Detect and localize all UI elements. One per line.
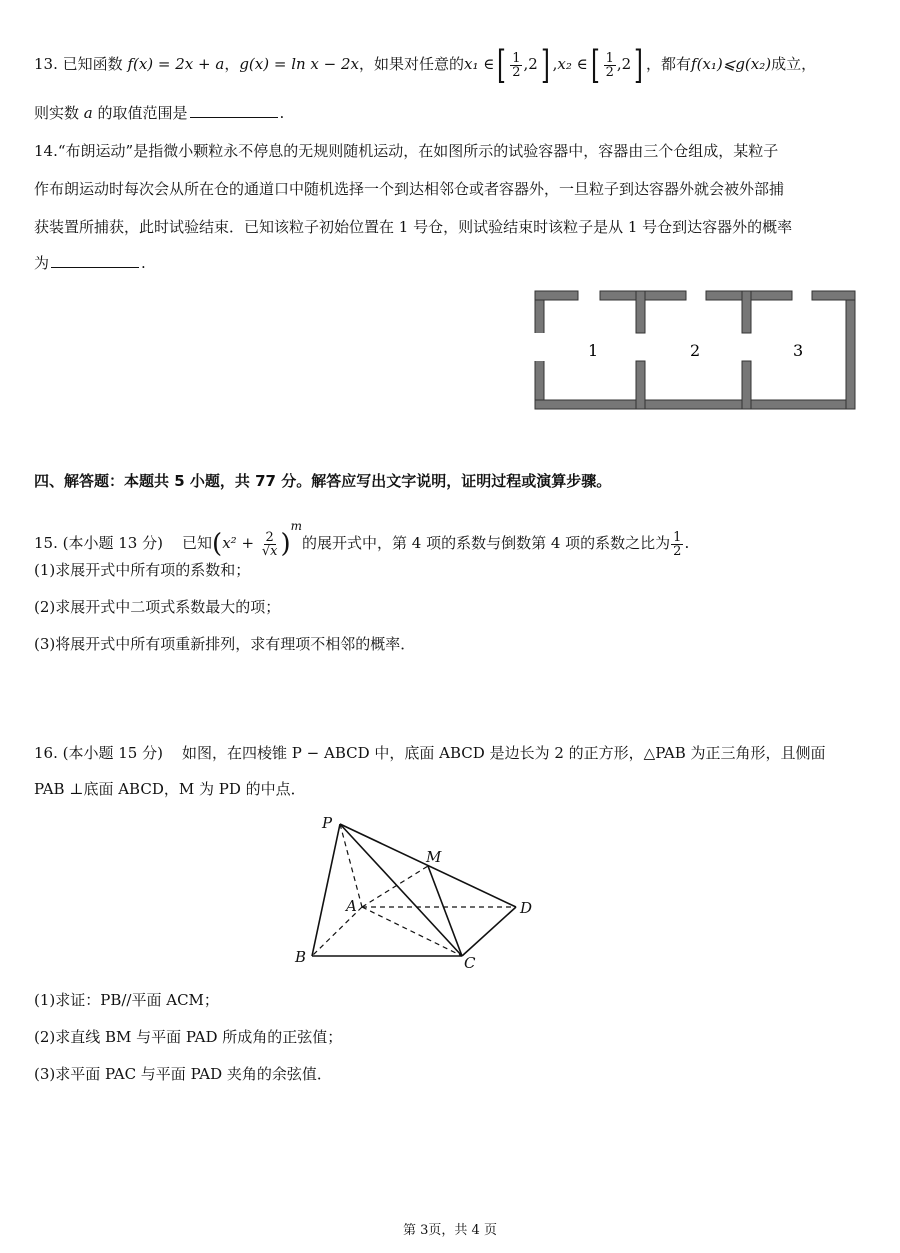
q14-line4-pre: 为 xyxy=(34,254,50,272)
page-footer: 第 3页，共 4 页 xyxy=(403,1223,497,1238)
q16-line2: PAB ⊥底面 ABCD，M 为 PD 的中点． xyxy=(34,780,306,798)
q13-bracket-close-2: ] xyxy=(634,43,644,87)
section4-heading: 四、解答题：本题共 5 小题，共 77 分。解答应写出文字说明，证明过程或演算步骤。 xyxy=(34,472,612,490)
q13-interval2-frac xyxy=(604,52,616,79)
q15-expr-plus: + xyxy=(241,534,255,552)
q13-bracket-close-1: ] xyxy=(540,43,550,87)
q13-holds: 成立， xyxy=(771,55,817,73)
q15-ratio xyxy=(671,531,683,558)
container-divider-top-1 xyxy=(636,291,645,333)
q14-line4 xyxy=(34,252,146,274)
q13-f-def: f(x) = 2x + a xyxy=(127,55,225,73)
edge-CD xyxy=(462,907,516,956)
point-label-D: D xyxy=(520,899,533,917)
point-label-M: M xyxy=(426,848,442,866)
q13-all-have: ，都有 xyxy=(646,55,692,73)
chamber-label-1: 1 xyxy=(588,341,599,360)
q13-interval1-den: 2 xyxy=(512,64,521,80)
q15-part-3: (3)将展开式中所有项重新排列，求有理项不相邻的概率． xyxy=(34,635,416,653)
q14-line1: 14.“布朗运动”是指微小颗粒永不停息的无规则随机运动，在如图所示的试验容器中，容器由三个仓组成，某粒子 xyxy=(34,142,779,160)
q15-expr-num: 2 xyxy=(265,529,274,545)
q13-line2-post: 的取值范围是 xyxy=(97,104,188,122)
q13-var-a: a xyxy=(83,104,93,122)
q15-post: 的展开式中，第 4 项的系数与倒数第 4 项的系数之比为 xyxy=(302,534,671,552)
q16-part-2: (2)求直线 BM 与平面 PAD 所成角的正弦值； xyxy=(34,1028,343,1046)
point-label-C: C xyxy=(464,954,476,972)
q13-comma: , xyxy=(552,55,558,73)
pyramid-figure xyxy=(290,810,550,975)
q15-expr-frac xyxy=(260,531,280,558)
q13-line1 xyxy=(34,43,817,87)
edge-AM-hidden xyxy=(362,866,428,907)
q15-end: . xyxy=(684,534,690,552)
q15-paren-close: ) xyxy=(280,529,291,559)
q15-exp-m: m xyxy=(290,519,302,533)
chamber-label-2: 2 xyxy=(690,341,701,360)
q13-bracket-open-1: [ xyxy=(497,43,507,87)
q16-line1 xyxy=(34,742,826,764)
q15-ratio-den: 2 xyxy=(673,543,682,559)
q15-ratio-num: 1 xyxy=(673,529,682,545)
q13-line2-pre: 则实数 xyxy=(34,104,80,122)
container-bottom-wall xyxy=(535,400,855,409)
q13-interval2-num: 1 xyxy=(605,50,614,66)
point-label-B: B xyxy=(295,948,307,966)
container-divider-bottom-2 xyxy=(742,361,751,409)
q13-g-def: g(x) = ln x − 2x xyxy=(239,55,359,73)
q13-bracket-open-2: [ xyxy=(590,43,600,87)
q16-part-3: (3)求平面 PAC 与平面 PAD 夹角的余弦值． xyxy=(34,1065,332,1083)
q15-expr-x2: x² xyxy=(222,534,237,552)
q13-interval1-frac xyxy=(510,52,522,79)
q13-interval2-end: ,2 xyxy=(616,55,632,73)
q13-end: . xyxy=(279,104,285,122)
container-top-left xyxy=(535,291,578,300)
container-divider-bottom-1 xyxy=(636,361,645,409)
q14-line2: 作布朗运动时每次会从所在仓的通道口中随机选择一个到达相邻仓或者容器外，一旦粒子到达容器外就会被外部捕 xyxy=(34,180,785,198)
container-left-opening xyxy=(534,333,545,361)
chamber-label-3: 3 xyxy=(793,341,804,360)
edge-PB xyxy=(312,824,340,956)
q13-inequality: f(x₁)⩽g(x₂) xyxy=(691,55,772,73)
q14-line3: 获装置所捕获，此时试验结束．已知该粒子初始位置在 1 号仓，则试验结束时该粒子是从 1 号仓到达容器外的概率 xyxy=(34,218,793,236)
q13-cond: ，如果对任意的 xyxy=(359,55,465,73)
container-top-right xyxy=(812,291,855,300)
q15-pre: 已知 xyxy=(182,534,213,552)
q15-part-2: (2)求展开式中二项式系数最大的项； xyxy=(34,598,281,616)
q16-part-1: (1)求证：PB//平面 ACM； xyxy=(34,991,219,1009)
q16-number: 16. (本小题 15 分) xyxy=(34,744,163,762)
q15-expr-den: √x xyxy=(261,543,278,559)
q13-line2 xyxy=(34,102,284,124)
point-label-A: A xyxy=(346,897,357,915)
container-figure xyxy=(530,286,860,414)
edge-PC xyxy=(340,824,462,956)
q13-interval1-end: ,2 xyxy=(523,55,538,73)
q15-line1 xyxy=(34,508,690,559)
q14-answer-blank[interactable] xyxy=(51,253,139,268)
q13-interval1-num: 1 xyxy=(512,50,521,66)
point-label-P: P xyxy=(322,814,333,832)
q15-number: 15. (本小题 13 分) xyxy=(34,534,163,552)
container-right-wall xyxy=(846,291,855,409)
container-divider-top-2 xyxy=(742,291,751,333)
q13-sep: ， xyxy=(224,55,240,73)
q15-paren-open: ( xyxy=(212,529,223,559)
q13-x2: x₂ ∈ xyxy=(557,55,588,73)
q13-x1: x₁ ∈ xyxy=(464,55,495,73)
q13-intro: 已知函数 xyxy=(62,55,123,73)
q16-line1-text: 如图，在四棱锥 P − ABCD 中，底面 ABCD 是边长为 2 的正方形，△PAB 为正三角形，且侧面 xyxy=(182,744,826,762)
q15-part-1: (1)求展开式中所有项的系数和； xyxy=(34,561,251,579)
q14-line4-post: . xyxy=(141,254,146,272)
q13-number: 13. xyxy=(34,55,58,73)
q13-interval2-den: 2 xyxy=(605,64,614,80)
q13-answer-blank[interactable] xyxy=(190,103,278,118)
